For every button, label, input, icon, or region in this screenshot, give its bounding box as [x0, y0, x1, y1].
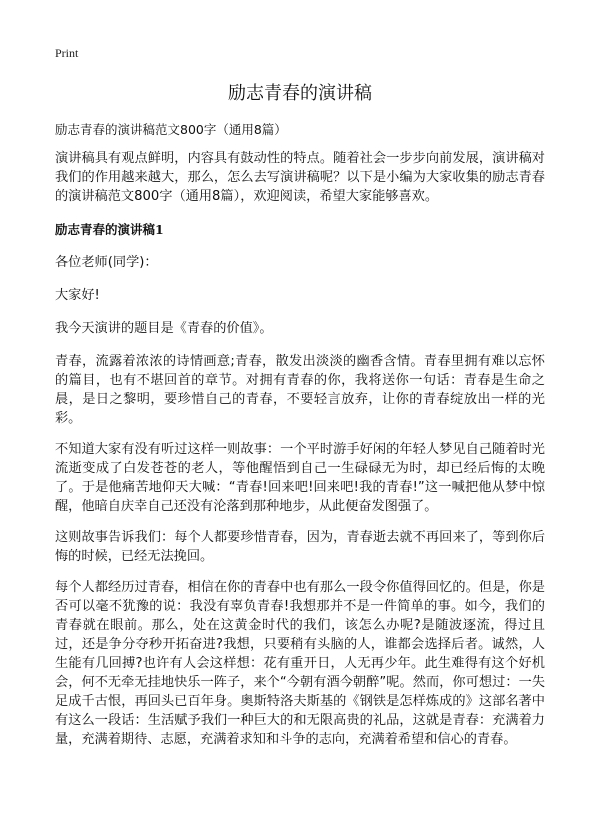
greeting: 大家好!	[55, 288, 100, 303]
body-paragraph: 每个人都经历过青春，相信在你的青春中也有那么一段令你值得回忆的。但是，你是否可以毫不犹豫的说：我没有辜负青春!我想那并不是一件简单的事。如今，我们的青春就在眼前。那么，处在这黄金时代的我们，该怎么办呢?是随波逐流，得过且过，还是争分夺秒开拓奋进?我想，只要稍有头脑的人，谁都会选择后者。诚然，人生能有几回搏?也许有人会这样想：花有重开日，人无再少年。此生难得有这个好机会，何不无牵无挂地快乐一阵子，来个“今朝有酒今朝醉”呢。然而，你可想过：一失足成千古恨，再回头已百年身。奥斯特洛夫斯基的《钢铁是怎样炼成的》这部名著中有这么一段话：生活赋予我们一种巨大的和无限高贵的礼品，这就是青春：充满着力量，充满着期待、志愿，充满着求知和斗争的志向，充满着希望和信心的青春。	[55, 580, 545, 747]
document-subtitle: 励志青春的演讲稿范文800字（通用8篇）	[55, 122, 287, 137]
section-heading: 励志青春的演讲稿1	[55, 222, 164, 237]
body-paragraph: 青春，流露着浓浓的诗情画意;青春，散发出淡淡的幽香含情。青春里拥有难以忘怀的篇目，也有不堪回首的章节。对拥有青春的你，我将送你一句话：青春是生命之晨，是日之黎明，要珍惜自己的青春，不要轻言放弃，让你的青春绽放出一样的光彩。	[55, 354, 545, 426]
salutation: 各位老师(同学)：	[55, 255, 158, 270]
document-body	[55, 149, 545, 761]
body-paragraph: 不知道大家有没有听过这样一则故事：一个平时游手好闲的年轻人梦见自己随着时光流逝变成了白发苍苍的老人，等他醒悟到自己一生碌碌无为时，却已经后悔的太晚了。于是他痛苦地仰天大喊：“青春!回来吧!回来吧!我的青春!”这一喊把他从梦中惊醒，他暗自庆幸自己还没有沦落到那种地步，从此便奋发图强了。	[55, 442, 545, 514]
body-paragraph: 这则故事告诉我们：每个人都要珍惜青春，因为，青春逝去就不再回来了，等到你后悔的时候，已经无法挽回。	[55, 530, 545, 564]
speech-topic: 我今天演讲的题目是《青春的价值》。	[55, 321, 273, 336]
intro-paragraph: 演讲稿具有观点鲜明，内容具有鼓动性的特点。随着社会一步步向前发展，演讲稿对我们的作用越来越大，那么，怎么去写演讲稿呢？以下是小编为大家收集的励志青春的演讲稿范文800字（通用8篇），欢迎阅读，希望大家能够喜欢。	[55, 151, 545, 204]
print-link[interactable]: Print	[55, 46, 79, 60]
page-title: 励志青春的演讲稿	[228, 83, 372, 104]
